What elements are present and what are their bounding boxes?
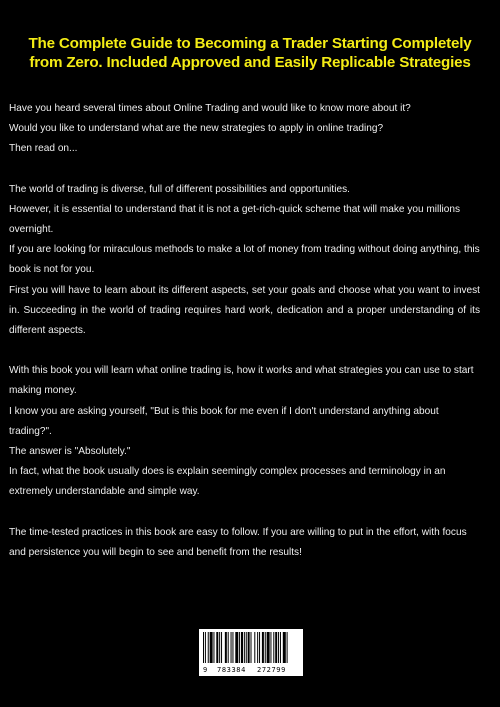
blurb: [9, 99, 480, 563]
paragraph: Would you like to understand what are the new strategies to apply in online trading?: [9, 123, 384, 135]
paragraph: The time-tested practices in this book are easy to follow. If you are willing to put in the effort, with focus and persistence you will begin to see and benefit from the results!: [9, 526, 467, 558]
paragraph: However, it is essential to understand that it is not a get-rich-quick scheme that will make you millions overnight.: [9, 203, 461, 236]
isbn-barcode: [199, 629, 303, 676]
paragraph: The world of trading is diverse, full of different possibilities and opportunities.: [9, 183, 350, 195]
barcode-bars: [203, 632, 299, 663]
paragraph: Then read on...: [9, 143, 78, 155]
barcode-first-digit: 9: [203, 666, 208, 674]
barcode-left-group: 783384: [217, 666, 246, 674]
barcode-digits: [203, 664, 299, 676]
cover-title: The Complete Guide to Becoming a Trader Starting Completely from Zero. Included Approved and Easily Replicable Strategies: [28, 35, 472, 71]
barcode-right-group: 272799: [257, 666, 286, 674]
paragraph: I know you are asking yourself, "But is this book for me even if I don't understand anything about trading?".: [9, 405, 439, 437]
paragraph: The answer is "Absolutely.": [9, 446, 131, 458]
paragraph: Have you heard several times about Online Trading and would like to know more about it?: [9, 103, 411, 114]
paragraph: If you are looking for miraculous methods to make a lot of money from trading without doing anything, this book is not for you.: [9, 244, 480, 276]
paragraph: In fact, what the book usually does is explain seemingly complex processes and terminology in an extremely understandable and simple way.: [9, 466, 446, 498]
paragraph: First you will have to learn about its different aspects, set your goals and choose what you want to invest in. Succeeding in the world of trading requires hard work, dedication and a proper understanding of its different aspects.: [9, 284, 480, 337]
paragraph: With this book you will learn what online trading is, how it works and what strategies you can use to start making money.: [9, 365, 474, 397]
